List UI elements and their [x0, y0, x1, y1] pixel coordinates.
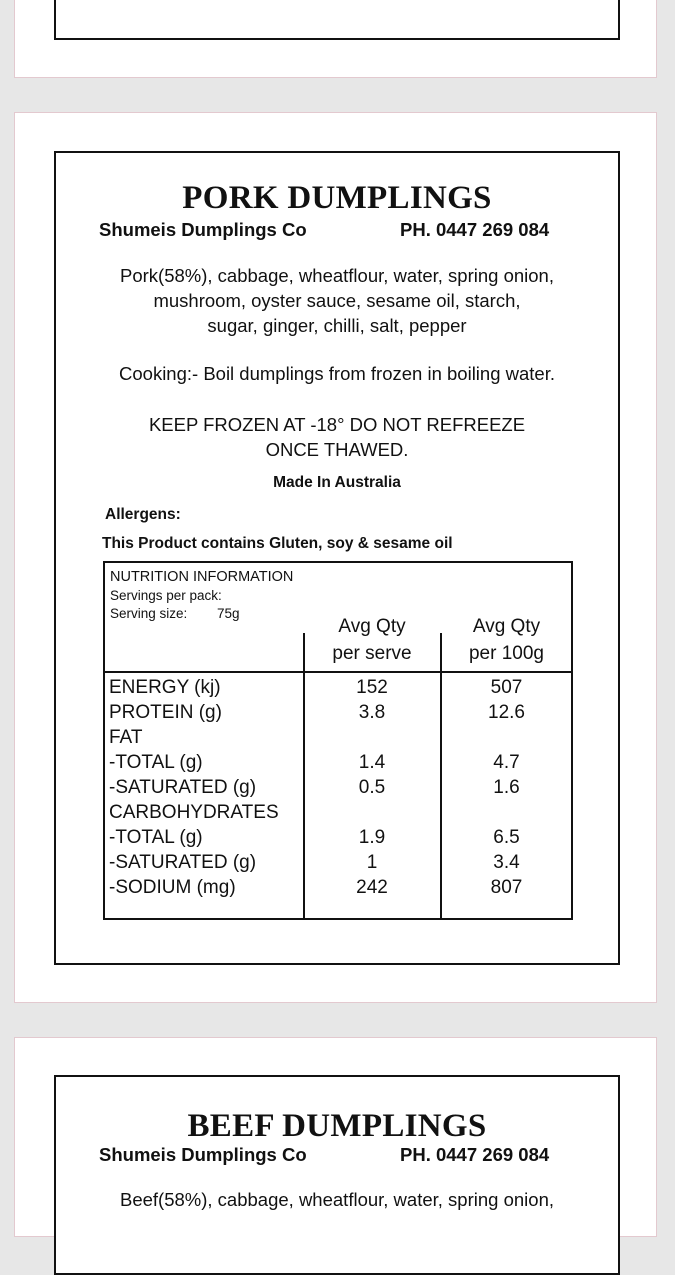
nutrition-heading: NUTRITION INFORMATION — [110, 569, 294, 585]
per-serve-value: 0.5 — [358, 777, 386, 798]
per-100g-value: 507 — [490, 677, 523, 698]
ingredients-list — [66, 263, 608, 338]
serving-size-label: Serving size: — [110, 606, 188, 621]
per-100g-value: 1.6 — [493, 777, 520, 798]
column-header-per-serve — [304, 613, 440, 667]
per-100g-value: 3.4 — [493, 852, 520, 873]
cooking-instructions: Cooking:- Boil dumplings from frozen in boiling water. — [119, 363, 555, 384]
nutrition-row — [105, 777, 571, 802]
storage-instructions — [56, 412, 618, 462]
per-100g-value: 807 — [490, 877, 523, 898]
nutrient-label: FAT — [109, 727, 143, 748]
allergens-heading: Allergens: — [105, 506, 181, 523]
per-serve-value: 1 — [366, 852, 378, 873]
country-of-origin: Made In Australia — [273, 474, 401, 491]
beef-label-box — [54, 1075, 620, 1275]
per-serve-value: 1.9 — [358, 827, 386, 848]
header-divider — [105, 671, 571, 673]
nutrition-row — [105, 677, 571, 702]
nutrient-label: -TOTAL (g) — [109, 752, 203, 773]
beef-label-sheet — [14, 1037, 657, 1237]
storage-line: ONCE THAWED. — [265, 439, 409, 460]
ingredients-line: Beef(58%), cabbage, wheatflour, water, spring onion, — [120, 1189, 554, 1210]
servings-per-pack: Servings per pack: — [110, 588, 222, 603]
previous-label-box — [54, 0, 620, 40]
nutrition-row — [105, 702, 571, 727]
serving-size-value: 75g — [217, 606, 240, 621]
per-serve-value: 242 — [356, 877, 388, 898]
column-header-line: Avg Qty — [338, 616, 406, 637]
nutrition-row — [105, 827, 571, 852]
nutrient-label: -SATURATED (g) — [109, 777, 257, 798]
allergens-statement: This Product contains Gluten, soy & sesame oil — [102, 535, 453, 552]
per-serve-value: 1.4 — [358, 752, 386, 773]
pork-label-sheet — [14, 112, 657, 1003]
pork-label-box — [54, 151, 620, 965]
ingredients-line: sugar, ginger, chilli, salt, pepper — [207, 315, 467, 336]
nutrient-label: PROTEIN (g) — [109, 702, 222, 723]
per-100g-value: 12.6 — [488, 702, 525, 723]
per-serve-value: 3.8 — [358, 702, 386, 723]
nutrient-label: CARBOHYDRATES — [109, 802, 279, 823]
nutrient-label: ENERGY (kj) — [109, 677, 221, 698]
phone-number: PH. 0447 269 084 — [400, 219, 550, 240]
nutrition-row — [105, 877, 571, 902]
nutrition-row — [105, 852, 571, 877]
column-header-per-100g — [441, 613, 572, 667]
nutrition-row — [105, 802, 571, 827]
nutrient-label: -TOTAL (g) — [109, 827, 203, 848]
column-header-line: Avg Qty — [472, 616, 541, 637]
product-title: PORK DUMPLINGS — [182, 180, 492, 216]
per-100g-value: 4.7 — [493, 752, 520, 773]
phone-number: PH. 0447 269 084 — [400, 1144, 550, 1165]
column-header-line: per 100g — [468, 643, 544, 664]
previous-label-sheet — [14, 0, 657, 78]
nutrient-label: -SODIUM (mg) — [109, 877, 236, 898]
storage-line: KEEP FROZEN AT -18° DO NOT REFREEZE — [148, 414, 526, 435]
company-name: Shumeis Dumplings Co — [99, 219, 307, 240]
per-serve-value: 152 — [356, 677, 388, 698]
nutrition-row — [105, 752, 571, 777]
per-100g-value: 6.5 — [493, 827, 520, 848]
ingredients-line: mushroom, oyster sauce, sesame oil, starch, — [153, 290, 521, 311]
ingredients-line: Pork(58%), cabbage, wheatflour, water, spring onion, — [120, 265, 554, 286]
column-header-line: per serve — [332, 643, 412, 664]
product-title: BEEF DUMPLINGS — [187, 1108, 487, 1144]
nutrition-row — [105, 727, 571, 752]
nutrient-label: -SATURATED (g) — [109, 852, 257, 873]
nutrition-panel — [103, 561, 573, 920]
company-name: Shumeis Dumplings Co — [99, 1144, 307, 1165]
